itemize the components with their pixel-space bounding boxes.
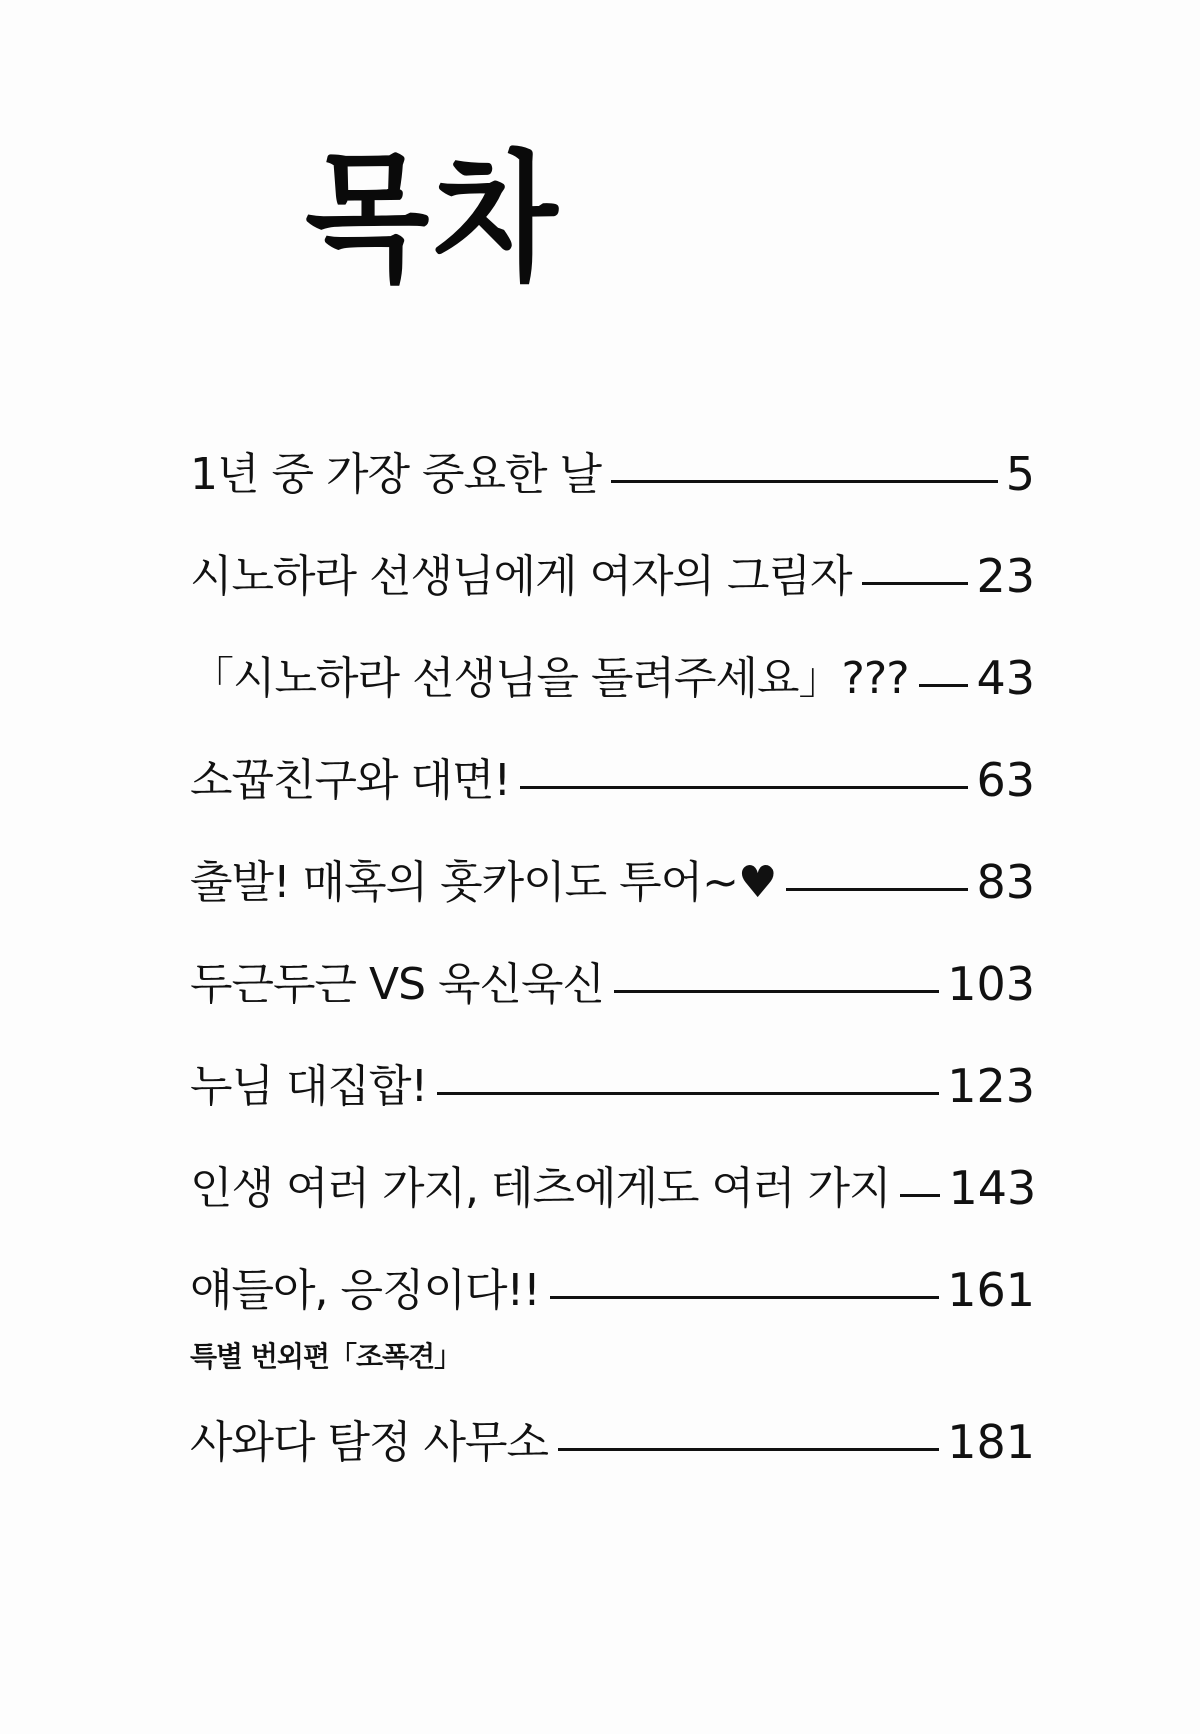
toc-entry-title: 사와다 탐정 사무소	[190, 1417, 549, 1468]
toc-entry-title: 두근두근 VS 욱신욱신	[190, 959, 605, 1010]
toc-entry-title: 「시노하라 선생님을 돌려주세요」???	[190, 653, 909, 704]
toc-entry-page: 5	[1005, 447, 1035, 501]
toc-entry[interactable]	[190, 1211, 1035, 1317]
toc-entry-title: 소꿉친구와 대면!	[190, 755, 511, 806]
toc-entry-title: 1년 중 가장 중요한 날	[190, 449, 601, 500]
toc-leader-line	[550, 1296, 939, 1299]
toc-entry[interactable]	[190, 701, 1035, 807]
toc-leader-line	[520, 786, 968, 789]
special-episode-label: 특별 번외편「조폭견」	[190, 1340, 462, 1373]
toc-leader-line	[611, 480, 998, 483]
toc-entry[interactable]	[190, 905, 1035, 1011]
toc-leader-line	[862, 582, 969, 585]
toc-entry-page: 83	[976, 855, 1035, 909]
toc-entry[interactable]	[190, 599, 1035, 705]
toc-entry-title: 출발! 매혹의 홋카이도 투어~♥	[190, 857, 777, 908]
toc-entry-page: 43	[976, 651, 1035, 705]
toc-leader-line	[900, 1194, 940, 1197]
toc-leader-line	[437, 1092, 939, 1095]
toc-entry[interactable]	[190, 1109, 1037, 1215]
toc-entry-page: 143	[948, 1161, 1037, 1215]
toc-leader-line	[786, 888, 968, 891]
toc-entry-page: 23	[976, 549, 1035, 603]
toc-leader-line	[614, 990, 939, 993]
toc-leader-line	[919, 684, 969, 687]
toc-entry-special[interactable]	[190, 1375, 1035, 1469]
toc-entry-page: 63	[976, 753, 1035, 807]
toc-entry[interactable]	[190, 1007, 1035, 1113]
toc-entry-page: 103	[947, 957, 1035, 1011]
toc-entry-title: 누님 대집합!	[190, 1061, 428, 1112]
toc-entry[interactable]	[190, 395, 1035, 501]
toc-entry-page: 123	[947, 1059, 1035, 1113]
table-of-contents	[190, 395, 1037, 1469]
toc-entry[interactable]	[190, 497, 1035, 603]
toc-entry-page: 161	[947, 1263, 1035, 1317]
toc-entry-title: 얘들아, 응징이다!!	[190, 1265, 540, 1316]
toc-leader-line	[558, 1448, 939, 1451]
toc-entry[interactable]	[190, 803, 1035, 909]
page-title: 목차	[305, 138, 562, 301]
toc-entry-page: 181	[947, 1415, 1035, 1469]
toc-entry-title: 인생 여러 가지, 테츠에게도 여러 가지	[190, 1163, 891, 1214]
toc-entry-title: 시노하라 선생님에게 여자의 그림자	[190, 551, 852, 602]
